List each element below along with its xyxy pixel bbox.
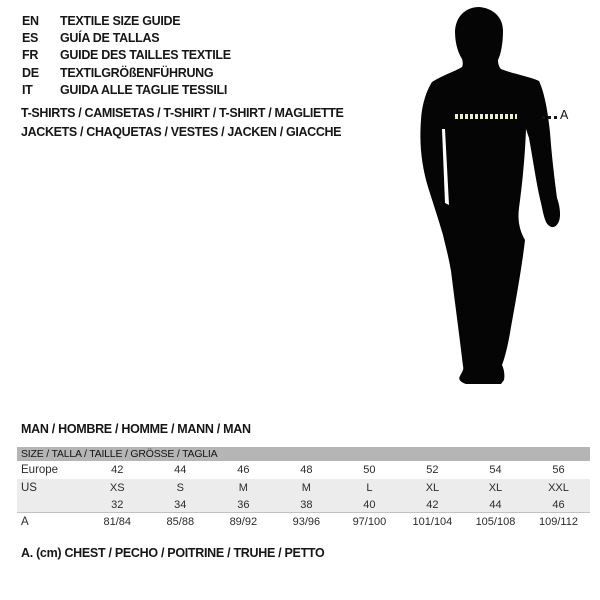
cell: 42 (111, 464, 124, 476)
language-label: GUIDA ALLE TAGLIE TESSILI (60, 82, 228, 97)
size-table-header: SIZE / TALLA / TAILLE / GRÖSSE / TAGLIA (17, 447, 590, 461)
cell: 54 (489, 464, 502, 476)
measure-label-a: A (560, 108, 569, 122)
language-label: GUÍA DE TALLAS (60, 31, 160, 46)
language-row-fr (22, 47, 231, 64)
cell: 32 (111, 498, 124, 511)
cell: 101/104 (412, 516, 453, 528)
category-lines (21, 104, 344, 141)
cell: 109/112 (539, 516, 578, 528)
category-line-tshirts: T-SHIRTS / CAMISETAS / T-SHIRT / T-SHIRT / MAGLIETTE (21, 106, 344, 120)
language-row-es (22, 30, 231, 47)
section-heading-man: MAN / HOMBRE / HOMME / MANN / MAN (21, 422, 251, 436)
language-code: EN (22, 14, 39, 28)
cell: 105/108 (475, 516, 516, 528)
cell: M (301, 482, 311, 494)
language-row-de (22, 65, 231, 82)
table-row-chest-a (17, 513, 590, 532)
row-label: Europe (21, 464, 59, 476)
cell: 50 (363, 464, 376, 476)
chest-measure-dashes (455, 114, 517, 119)
row-label: US (21, 482, 37, 494)
language-label: TEXTILGRÖßENFÜHRUNG (60, 65, 214, 80)
cell: 44 (489, 498, 502, 511)
cell: 97/100 (352, 516, 387, 528)
cell: XL (488, 482, 503, 494)
language-row-en (22, 13, 231, 30)
category-line-jackets: JACKETS / CHAQUETAS / VESTES / JACKEN / GIACCHE (21, 124, 342, 139)
size-table (17, 447, 590, 531)
cell: S (176, 482, 184, 494)
man-silhouette-icon (415, 5, 565, 390)
language-row-it (22, 82, 231, 99)
cell: L (366, 482, 373, 494)
table-row-us (17, 479, 590, 497)
cell: 44 (174, 464, 187, 476)
language-label: GUIDE DES TAILLES TEXTILE (60, 48, 231, 63)
cell: 52 (426, 464, 439, 476)
language-code: ES (22, 31, 39, 46)
cell: 46 (237, 464, 250, 476)
cell: XL (425, 482, 440, 494)
cell: 81/84 (103, 516, 132, 528)
cell: XXL (548, 482, 569, 494)
cell: 93/96 (292, 516, 321, 528)
cell: 34 (174, 498, 187, 511)
size-table-header-row (17, 447, 590, 461)
language-code: IT (22, 82, 33, 97)
cell: 85/88 (166, 516, 195, 528)
table-row-numeric (17, 497, 590, 513)
row-label: A (21, 516, 29, 528)
cell: M (238, 482, 248, 494)
cell: 56 (552, 464, 565, 476)
chest-footnote: A. (cm) CHEST / PECHO / POITRINE / TRUHE / PETTO (21, 546, 325, 560)
language-code: FR (22, 48, 39, 63)
cell: 40 (363, 498, 376, 511)
language-code: DE (22, 65, 39, 80)
language-label: TEXTILE SIZE GUIDE (60, 14, 181, 28)
measure-leader-dashes (542, 116, 559, 119)
row-label (17, 497, 86, 513)
table-row-europe (17, 461, 590, 479)
cell: 46 (552, 498, 565, 511)
cell: 38 (300, 498, 313, 511)
cell: 48 (300, 464, 313, 476)
cell: 89/92 (229, 516, 258, 528)
cell: 42 (426, 498, 439, 511)
language-list (22, 13, 231, 99)
cell: XS (109, 482, 125, 494)
cell: 36 (237, 498, 250, 511)
